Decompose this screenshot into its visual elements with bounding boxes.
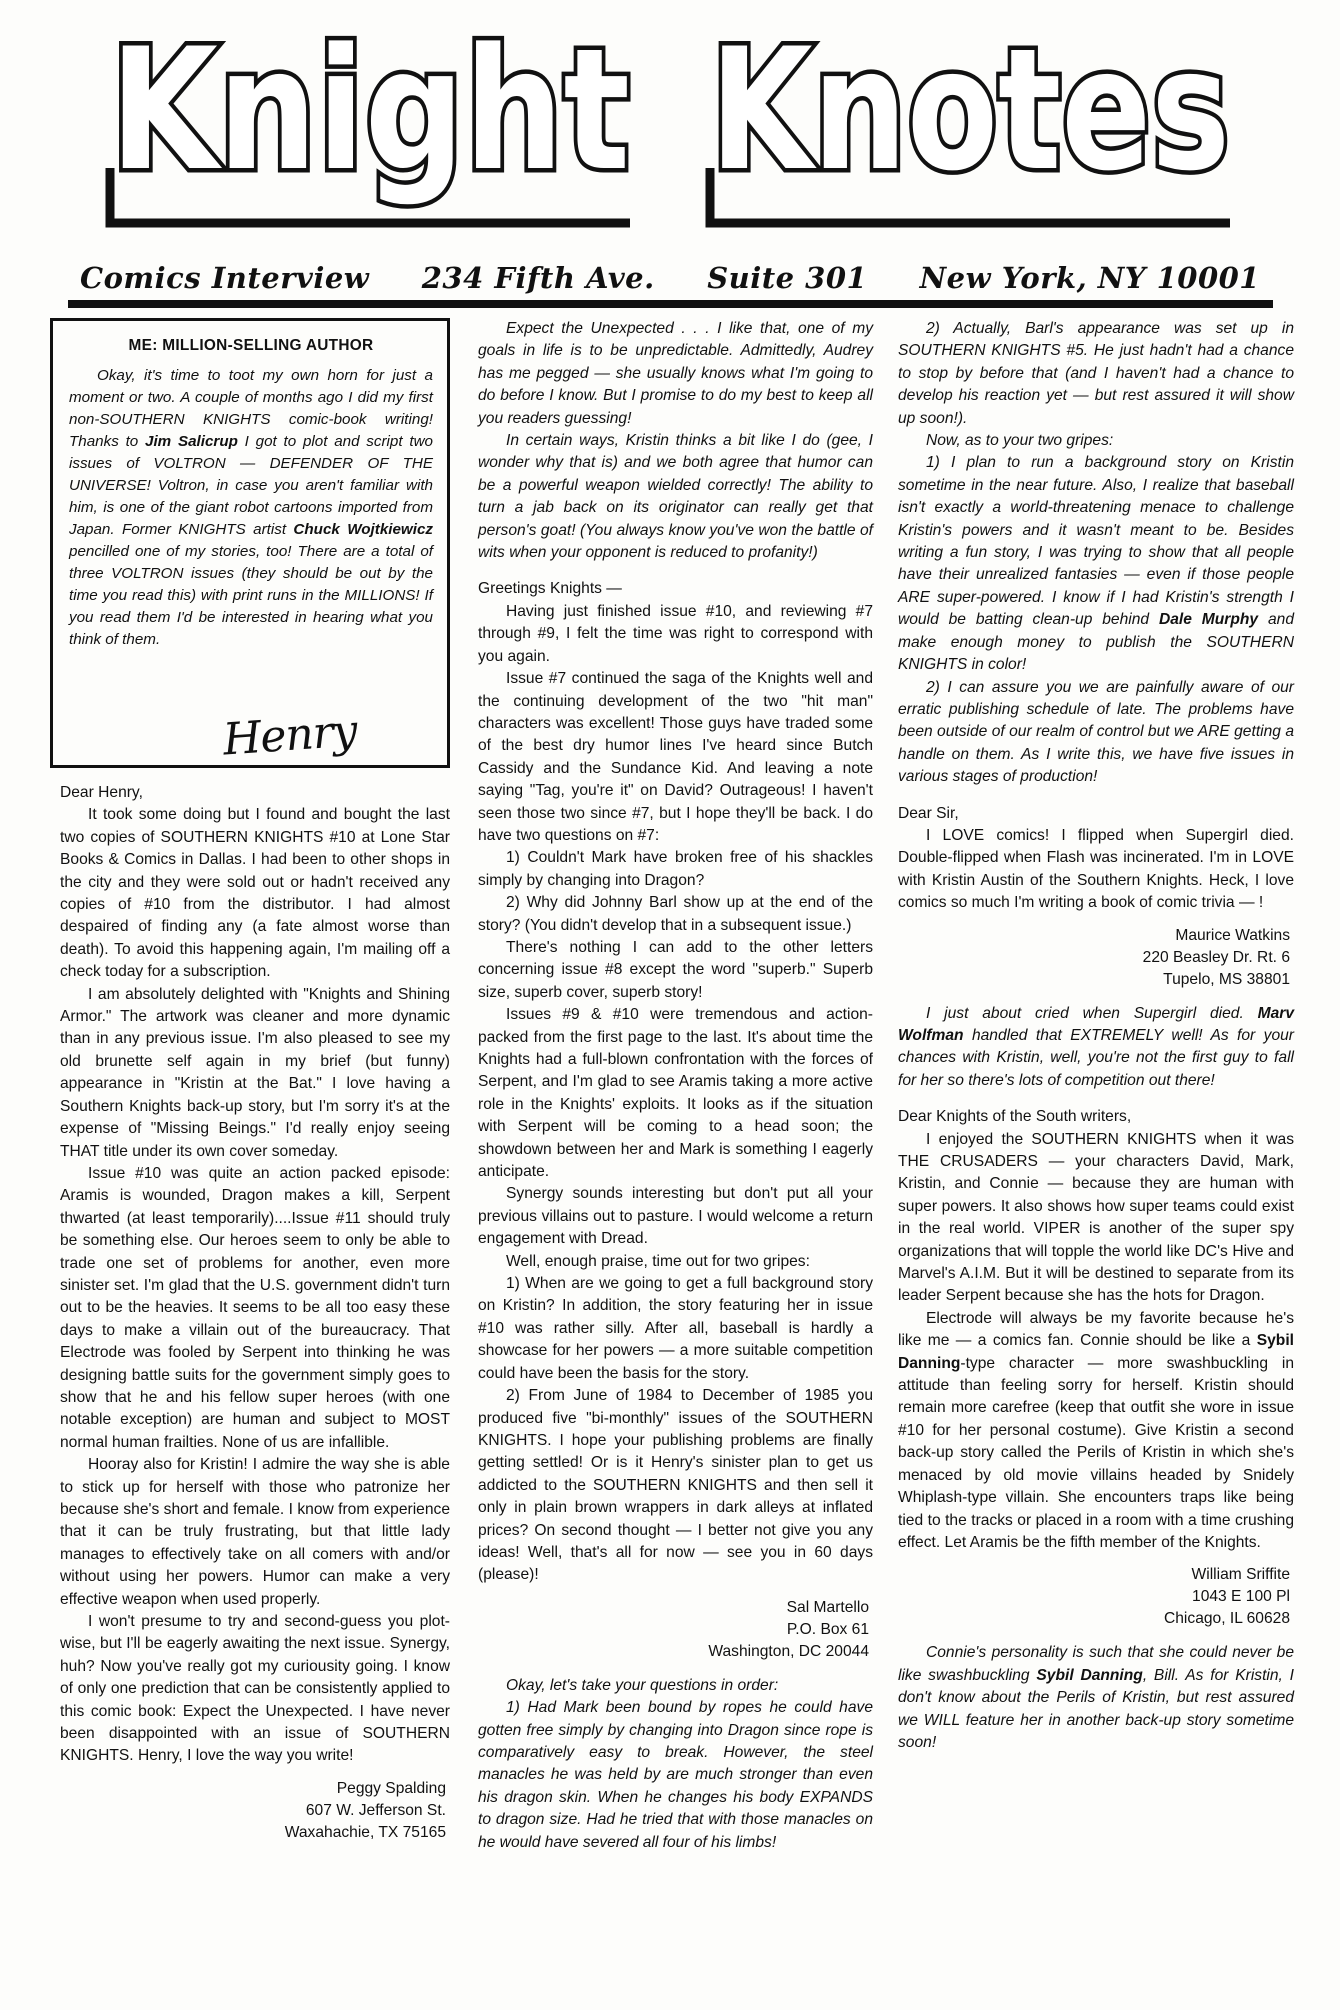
masthead-word-1: Knight (110, 12, 630, 208)
editorial-title: ME: MILLION-SELLING AUTHOR (128, 337, 374, 354)
column-1 (60, 318, 450, 1844)
column-3 (898, 318, 1294, 1754)
name-sybil-danning: Sybil Danning (1036, 1666, 1143, 1684)
letter2-paragraph: Synergy sounds interesting but don't put all your previous villains out to pasture. I would welcome a return engagement with Dread. (478, 1185, 873, 1248)
letter1-signature: Peggy Spalding 607 W. Jefferson St. Waxahachie, TX 75165 (284, 1779, 446, 1841)
masthead-logo (70, 12, 1270, 258)
letter4-salutation: Dear Knights of the South writers, (898, 1108, 1132, 1126)
publisher-name: Comics Interview (80, 261, 370, 295)
letter3-signature: Maurice Watkins 220 Beasley Dr. Rt. 6 Tupelo, MS 38801 (1142, 926, 1290, 988)
address-city: New York, NY 10001 (919, 261, 1260, 295)
letter2-paragraph: 2) Why did Johnny Barl show up at the end of the story? (You didn't develop that in a subsequent issue.) (478, 894, 873, 934)
response3-paragraph: I just about cried when Supergirl died. Marv Wolfman handled that EXTREMELY well! As for your chances with Kristin, well, you're not the first guy to fall for her so there's lots of competition out there! (898, 1004, 1294, 1089)
letter2-paragraph: There's nothing I can add to the other letters concerning issue #8 except the word "superb." Superb size, superb cover, superb story! (478, 938, 873, 1001)
letter1-paragraph: I am absolutely delighted with "Knights and Shining Armor." The artwork was cleaner and more dynamic than in any previous issue. I'm also pleased to see my old brunette self again in my brief (but funny) appearance in "Kristin at the Bat." I love having a Southern Knights back-up story, but I'm sorry it's at the expense of "Missing Beings." I'd really enjoy seeing THAT title under its own cover someday. (60, 985, 450, 1160)
letter2-salutation: Greetings Knights — (478, 580, 622, 598)
name-chuck-wojtkiewicz: Chuck Wojtkiewicz (293, 521, 434, 539)
letter4-paragraph: Electrode will always be my favorite because he's like me — a comics fan. Connie should be like a Sybil Danning-type character — more swashbuckling in attitude than feeling sorry for herself. Kristin should remain more carefree (keep that outfit she wore in issue #10 for her personal costume). Give Kristin a second back-up story called the Perils of Kristin in which she's menaced by old movie villains headed by Snidely Whiplash-type villain. She encounters traps like being tied to the tracks or placed in a room with a time crushing effect. Let Aramis be the fifth member of the Knights. (898, 1309, 1294, 1551)
letter1-paragraph: Issue #10 was quite an action packed episode: Aramis is wounded, Dragon makes a kill, Serpent thwarted (at least temporarily)....Issue #11 should truly be something else. Our heroes seem to only be able to trade one set of problems for another, even more sinister set. I'm glad that the U.S. government didn't turn out to be the heavies. It seems to be all too easy these days to make a villain out of the bureaucracy. That Electrode was fooled by Serpent into thinking he was designing battle suits for the government simply goes to show that he and his fellow super heroes (with one notable exception) are human and subject to MOST normal human frailties. None of us are infallible. (60, 1164, 450, 1451)
letter2-paragraph: Well, enough praise, time out for two gripes: (506, 1252, 810, 1270)
letter2-paragraph: 1) When are we going to get a full background story on Kristin? In addition, the story featuring her in issue #10 was rather silly. After all, baseball is hardly a showcase for her powers — a more suitable competition could have been the basis for the story. (478, 1275, 873, 1382)
response2-paragraph: 2) I can assure you we are painfully aware of our erratic publishing schedule of late. The problems have been outside of our realm of control but we ARE getting a handle on them. As I write this, we have five issues in various stages of production! (898, 678, 1294, 786)
response1-paragraph: In certain ways, Kristin thinks a bit like I do (gee, I wonder why that is) and we both agree that humor can be a powerful weapon wielded correctly! The ability to turn a jab back on its originator can really get that person's goat! (You always know you've won the battle of wits when your opponent is reduced to profanity!) (478, 432, 873, 562)
response2-paragraph: 1) Had Mark been bound by ropes he could have gotten free simply by changing into Dragon since rope is comparatively easy to break. However, the steel manacles he was held by are much stronger than even his dragon skin. When he changes his body EXPANDS to dragon size. Had he tried that with those manacles on he would have severed all four of his limbs! (478, 1699, 873, 1851)
letter1-salutation: Dear Henry, (60, 784, 143, 801)
response2-paragraph: Now, as to your two gripes: (926, 432, 1114, 450)
response2-paragraph: Okay, let's take your questions in order: (506, 1676, 779, 1694)
letter2-paragraph: 2) From June of 1984 to December of 1985 you produced five "bi-monthly" issues of the SOUTHERN KNIGHTS. I hope your publishing problems are finally getting settled! Or is it Henry's sinister plan to get us addicted to the SOUTHERN KNIGHTS and then sell it only in plain brown wrappers in dark alleys at inflated prices? On second thought — I better not give you any ideas! Well, that's all for now — see you in 60 days (please)! (478, 1387, 873, 1584)
address-street: 234 Fifth Ave. (421, 261, 655, 295)
letter2-paragraph: Having just finished issue #10, and reviewing #7 through #9, I felt the time was right to correspond with you again. (478, 602, 873, 665)
column-2 (478, 318, 873, 1854)
letter2-paragraph: 1) Couldn't Mark have broken free of his shackles simply by changing into Dragon? (478, 849, 873, 889)
letter2-signature: Sal Martello P.O. Box 61 Washington, DC 20044 (708, 1598, 869, 1660)
editorial-box (50, 318, 450, 768)
letter4-signature: William Sriffite 1043 E 100 Pl Chicago, IL 60628 (1164, 1566, 1290, 1628)
header-rule (68, 300, 1273, 308)
name-marv-wolfman: Marv Wolfman (898, 1004, 1294, 1044)
letter3-paragraph: I LOVE comics! I flipped when Supergirl died. Double-flipped when Flash was incinerated. I'm in LOVE with Kristin Austin of the Southern Knights. Heck, I love comics so much I'm writing a book of comic trivia — ! (898, 826, 1294, 912)
masthead-word-2: Knotes (710, 12, 1230, 208)
response1-paragraph: Expect the Unexpected . . . I like that, one of my goals in life is to be unpredictable. Admittedly, Audrey has me pegged — she usually knows what I'm going to do before I know. But I promise to do my best to keep all you readers guessing! (478, 320, 873, 427)
publisher-address (80, 258, 1260, 298)
editorial-body: Okay, it's time to toot my own horn for just a moment or two. A couple of months ago I did my first non-SOUTHERN KNIGHTS comic-book writing! Thanks to Jim Salicrup I got to plot and script two issues of VOLTRON — DEFENDER OF THE UNIVERSE! Voltron, in case you aren't familiar with him, is one of the giant robot cartoons imported from Japan. Former KNIGHTS artist Chuck Wojtkiewicz pencilled one of my stories, too! There are a total of three VOLTRON issues (they should be out by the time you read this) with print runs in the MILLIONS! If you read them I'd be interested in hearing what you think of them. (69, 367, 434, 649)
letter1-paragraph: Hooray also for Kristin! I admire the way she is able to stick up for herself with those who patronize her because she's short and female. I know from experience that it can be truly frustrating, but that little lady manages to effectively take on all comers with and/or without using her powers. Humor can make a very effective weapon when used properly. (60, 1456, 450, 1608)
name-dale-murphy: Dale Murphy (1158, 611, 1259, 629)
response4-paragraph: Connie's personality is such that she could never be like swashbuckling Sybil Danning, Bill. As for Kristin, I don't know about the Perils of Kristin, but rest assured we WILL feature her in another back-up story sometime soon! (898, 1644, 1294, 1751)
henry-signature: Henry (221, 704, 359, 766)
letter1-paragraph: I won't presume to try and second-guess you plot-wise, but I'll be eagerly awaiting the next issue. Synergy, huh? Now you've really got my curiousity going. I know of only one prediction that can be consistently applied to this comic book: Expect the Unexpected. I have never been disappointed with an issue of SOUTHERN KNIGHTS. Henry, I love the way you write! (60, 1613, 450, 1765)
letter1-paragraph: It took some doing but I found and bought the last two copies of SOUTHERN KNIGHTS #10 at Lone Star Books & Comics in Dallas. I had been to other shops in the city and they were sold out or hadn't received any copies of #10 from the distributor. I had almost despaired of finding any (a fate almost worse than death). To avoid this happening again, I'm mailing off a check today for a subscription. (60, 806, 450, 981)
letter2-paragraph: Issues #9 & #10 were tremendous and action-packed from the first page to the last. It's about time the Knights had a full-blown confrontation with the forces of Serpent, and I'm glad to see Aramis taking a more active role in the Knights' exploits. It looks as if the situation with Serpent will be coming to a head soon; the showdown between her and Mark is something I eagerly anticipate. (478, 1006, 873, 1181)
letter2-paragraph: Issue #7 continued the saga of the Knights well and the continuing development of the two "hit man" characters was excellent! Those guys have traded some of the best dry humor lines I've heard since Butch Cassidy and the Sundance Kid. And leaving a note saying "Tag, you're it" on David? Outrageous! I haven't seen those two since #7, but I hope they'll be back. I do have two questions on #7: (478, 670, 873, 844)
name-sybil-danning: Sybil Danning (898, 1332, 1294, 1372)
letter3-salutation: Dear Sir, (898, 804, 959, 822)
name-jim-salicrup: Jim Salicrup (145, 433, 238, 451)
response2-paragraph: 1) I plan to run a background story on Kristin sometime in the near future. Also, I realize that baseball isn't exactly a world-threatening menace to challenge Kristin's powers and it wasn't meant to be. Besides writing a fun story, I was trying to show that all people have their unrealized fantasies — even if those people ARE super-powered. I know if I had Kristin's strength I would be batting clean-up behind Dale Murphy and make enough money to publish the SOUTHERN KNIGHTS in color! (898, 454, 1295, 674)
response2-paragraph: 2) Actually, Barl's appearance was set up in SOUTHERN KNIGHTS #5. He just hadn't had a chance to stop by before that (and I haven't had a chance to develop his reaction yet — but rest assured it will show up soon!). (898, 320, 1294, 427)
address-suite: Suite 301 (707, 261, 868, 295)
letter4-paragraph: I enjoyed the SOUTHERN KNIGHTS when it was THE CRUSADERS — your characters David, Mark, Kristin, and Connie — because they are human with super powers. It also shows how super teams could exist in the real world. VIPER is another of the super spy organizations that will topple the world like DC's Hive and Marvel's A.I.M. But it will be destined to separate from its leader Serpent because she has the hots for Dragon. (898, 1130, 1294, 1305)
